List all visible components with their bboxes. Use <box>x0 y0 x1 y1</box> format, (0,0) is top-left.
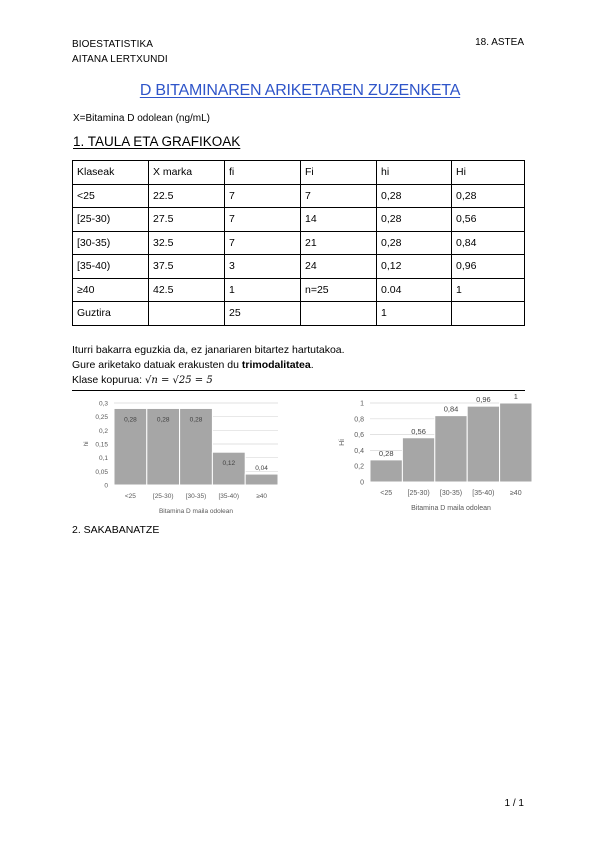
document-header-left <box>72 37 168 67</box>
data-label: 0,28 <box>378 448 394 458</box>
y-tick-label: 0,2 <box>354 463 364 471</box>
table-row <box>73 255 525 279</box>
bar <box>370 460 402 482</box>
x-tick-label: <25 <box>380 490 393 497</box>
table-cell: Guztira <box>73 302 149 326</box>
note-trimodality <box>72 359 314 371</box>
table-cell: 1 <box>377 302 452 326</box>
x-tick-label: [25-30) <box>152 493 174 500</box>
table-cell: 37.5 <box>149 255 225 279</box>
note-class-count <box>72 374 213 386</box>
table-header-cell: Hi <box>452 161 525 185</box>
section-1-heading: 1. TAULA ETA GRAFIKOAK <box>73 134 241 149</box>
Hi-cumulative-chart <box>330 393 540 518</box>
note-trimodality-prefix: Gure ariketako datuak erakusten du <box>72 359 242 371</box>
data-label: 0,28 <box>124 416 137 424</box>
table-row <box>73 208 525 232</box>
note-trimodality-bold: trimodalitatea <box>241 359 311 371</box>
x-tick-label: ≥40 <box>256 493 268 500</box>
y-tick-label: 1 <box>360 400 364 408</box>
table-cell: 0,28 <box>377 208 452 232</box>
table-cell: [30-35) <box>73 231 149 255</box>
Hi-cumulative-svg <box>330 393 540 515</box>
table-cell: 0,56 <box>452 208 525 232</box>
table-header-cell: fi <box>225 161 301 185</box>
y-tick-label: 0,4 <box>354 447 364 455</box>
data-label: 1 <box>513 393 518 401</box>
x-tick-label: ≥40 <box>509 490 522 497</box>
table-cell: [25-30) <box>73 208 149 232</box>
y-tick-label: 0 <box>360 479 364 487</box>
table-cell: 3 <box>225 255 301 279</box>
table-header-cell: Klaseak <box>73 161 149 185</box>
x-tick-label: <25 <box>124 493 136 500</box>
table-row <box>73 184 525 208</box>
table-cell <box>301 302 377 326</box>
note-trimodality-suffix: . <box>310 359 314 371</box>
bar <box>500 403 532 482</box>
bar <box>245 474 278 485</box>
table-cell: 14 <box>301 208 377 232</box>
data-label: 0,28 <box>156 416 170 424</box>
data-label: 0,84 <box>443 404 459 414</box>
data-label: 0,56 <box>411 426 426 436</box>
table-cell: 0,12 <box>377 255 452 279</box>
x-tick-label: [30-35) <box>185 493 207 500</box>
note-source: Iturri bakarra eguzkia da, ez janariaren bitartez hartutakoa. <box>72 344 345 356</box>
page-title: D BITAMINAREN ARIKETAREN ZUZENKETA <box>139 82 461 99</box>
table-cell: 7 <box>225 208 301 232</box>
page-number: 1 / 1 <box>504 798 524 809</box>
table-cell: 7 <box>301 184 377 208</box>
section-2-heading: 2. SAKABANATZE <box>72 524 160 536</box>
y-tick-label: 0,8 <box>354 416 364 424</box>
table-cell: 7 <box>225 231 301 255</box>
table-cell: 0.04 <box>377 278 452 302</box>
x-tick-label: [35-40) <box>218 493 240 500</box>
bar <box>435 416 467 482</box>
variable-definition: X=Bitamina D odolean (ng/mL) <box>73 113 211 124</box>
frequency-table <box>72 160 525 326</box>
y-tick-label: 0,2 <box>98 427 108 435</box>
y-axis-title: hi <box>83 441 90 447</box>
bar <box>212 452 245 485</box>
table-cell: <25 <box>73 184 149 208</box>
table-cell: 0,28 <box>377 184 452 208</box>
bar <box>402 438 434 482</box>
table-header-cell: Fi <box>301 161 377 185</box>
author-name: AITANA LERTXUNDI <box>72 54 168 65</box>
hi-histogram-svg <box>82 393 282 521</box>
y-tick-label: 0,3 <box>98 400 108 408</box>
table-cell: 22.5 <box>149 184 225 208</box>
data-label: 0,12 <box>222 460 236 468</box>
y-tick-label: 0,05 <box>95 468 108 476</box>
y-axis-title: Hi <box>339 439 346 446</box>
table-header-cell: hi <box>377 161 452 185</box>
table-cell: 0,28 <box>452 184 525 208</box>
table-cell: 21 <box>301 231 377 255</box>
table-header-row <box>73 161 525 185</box>
week-label: 18. ASTEA <box>475 37 524 48</box>
table-header-cell: X marka <box>149 161 225 185</box>
table-row <box>73 231 525 255</box>
table-cell: 0,96 <box>452 255 525 279</box>
x-axis-title: Bitamina D maila odolean <box>158 508 234 515</box>
y-tick-label: 0 <box>104 482 108 490</box>
table-cell: 7 <box>225 184 301 208</box>
class-count-label: Klase kopurua: <box>72 374 145 386</box>
y-tick-label: 0,6 <box>354 432 364 440</box>
table-cell: n=25 <box>301 278 377 302</box>
data-label: 0,96 <box>476 395 491 405</box>
x-tick-label: [35-40) <box>472 490 495 497</box>
table-cell: 32.5 <box>149 231 225 255</box>
table-cell <box>149 302 225 326</box>
data-label: 0,28 <box>189 416 203 424</box>
table-cell: 25 <box>225 302 301 326</box>
table-row <box>73 278 525 302</box>
subject-name: BIOESTATISTIKA <box>72 39 154 50</box>
bar <box>467 406 499 482</box>
x-tick-label: [30-35) <box>439 490 463 497</box>
x-axis-title: Bitamina D maila odolean <box>411 505 491 512</box>
data-label: 0,04 <box>255 465 268 473</box>
divider <box>72 390 525 391</box>
table-cell: [35-40) <box>73 255 149 279</box>
x-tick-label: [25-30) <box>407 490 430 497</box>
table-cell: 24 <box>301 255 377 279</box>
table-cell: 1 <box>452 278 525 302</box>
table-cell: 1 <box>225 278 301 302</box>
y-tick-label: 0,25 <box>95 414 108 422</box>
y-tick-label: 0,1 <box>98 455 108 463</box>
table-cell: 27.5 <box>149 208 225 232</box>
hi-histogram-chart <box>82 393 282 524</box>
y-tick-label: 0,15 <box>95 441 108 449</box>
table-cell: 0,84 <box>452 231 525 255</box>
table-cell: 42.5 <box>149 278 225 302</box>
table-cell <box>452 302 525 326</box>
table-cell: 0,28 <box>377 231 452 255</box>
table-row <box>73 302 525 326</box>
table-cell: ≥40 <box>73 278 149 302</box>
class-count-formula: √n = √25 = 5 <box>144 375 213 386</box>
